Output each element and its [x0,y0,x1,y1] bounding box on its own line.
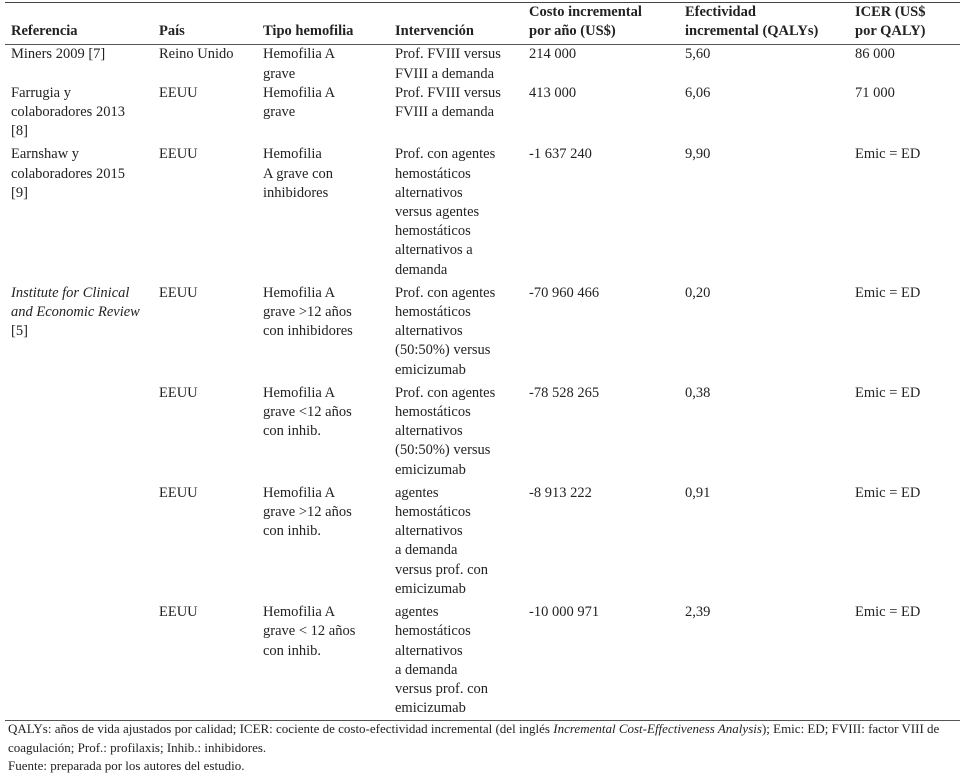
cell-efectividad: 0,20 [685,284,711,301]
note-text-b: ); Emic: ED; FVIII: factor VIII de coagulación; Prof.: profilaxis; Inhib.: inhibidores. [8,721,940,755]
cell-referencia [5,284,153,384]
table-row [5,284,960,384]
cell-costo: -8 913 222 [529,484,592,501]
table-row [5,603,960,721]
source-note: Fuente: preparada por los autores del estudio. [8,758,245,773]
cell-intervencion: agentes hemostáticos alternativos a demanda versus prof. con emicizumab [395,484,489,597]
cell-pais: Reino Unido [159,46,234,63]
cell-referencia: Miners 2009 [7] [11,46,106,63]
cell-tipo: Hemofilia A grave < 12 años con inhib. [257,603,389,721]
table-header-row [5,3,960,45]
cell-efectividad: 9,90 [685,146,711,163]
cell-intervencion: Prof. con agentes hemostáticos alternativos (50:50%) versus emicizumab [395,284,496,378]
cell-referencia: Earnshaw y colaboradores 2015 [9] [11,146,125,201]
cell-intervencion: Prof. con agentes hemostáticos alternativos (50:50%) versus emicizumab [395,384,496,478]
cell-referencia [5,484,153,603]
cell-tipo: Hemofilia A grave <12 años con inhib. [263,384,352,440]
cell-referencia: Farrugia y colaboradores 2013 [8] [11,84,125,140]
cell-pais: EEUU [159,484,198,501]
cell-pais: EEUU [159,146,198,163]
cell-costo: -70 960 466 [529,284,600,301]
note-text-italic: Incremental Cost-Effectiveness Analysis [553,721,762,736]
cell-icer: 71 000 [855,84,895,101]
cell-referencia [5,384,153,484]
reference-italic-text: Institute for Clinical and Economic Review [11,284,140,321]
cell-costo: -10 000 971 [523,603,679,721]
table-row [5,484,960,603]
cell-costo: 214 000 [529,46,577,63]
cell-intervencion: agentes hemostáticos alternativos a demanda versus prof. con emicizumab [389,603,523,721]
cell-costo: -78 528 265 [529,384,600,401]
cell-icer: Emic = ED [855,384,921,401]
cell-tipo: Hemofilia A grave con inhibidores [263,146,334,201]
cell-icer: Emic = ED [855,484,921,501]
cell-tipo: Hemofilia A grave [263,84,336,121]
cell-icer: Emic = ED [849,603,960,721]
header-tipo-hemofilia: Tipo hemofilia [257,3,389,45]
cell-pais: EEUU [159,384,198,401]
cell-tipo: Hemofilia A grave [263,46,336,82]
cell-efectividad: 5,60 [685,46,711,63]
table-row [5,145,960,283]
cell-costo: -1 637 240 [529,146,592,163]
cell-icer: Emic = ED [855,284,921,301]
header-icer: ICER (US$ por QALY) [849,3,960,45]
reference-citation: [5] [11,323,28,340]
table-footnotes [8,720,958,776]
header-pais: País [153,3,257,45]
cell-intervencion: Prof. FVIII versus FVIII a demanda [395,46,501,82]
cell-pais: EEUU [153,603,257,721]
cost-effectiveness-table [5,2,960,721]
cell-referencia [5,603,153,721]
cell-pais: EEUU [159,284,198,301]
table-row [5,84,960,146]
cell-tipo: Hemofilia A grave >12 años con inhibidores [263,284,353,340]
table-row [5,384,960,484]
cell-efectividad: 6,06 [685,84,711,101]
cell-icer: Emic = ED [855,146,921,163]
cell-tipo: Hemofilia A grave >12 años con inhib. [263,484,352,540]
cell-pais: EEUU [159,84,198,101]
cell-intervencion: Prof. con agentes hemostáticos alternativos versus agentes hemostáticos alternativos a demanda [395,146,496,278]
abbreviations-note [8,720,958,757]
cell-efectividad: 0,91 [685,484,711,501]
header-referencia: Referencia [5,3,153,45]
table-row [5,45,960,84]
cell-costo: 413 000 [529,84,577,101]
cell-efectividad: 2,39 [679,603,849,721]
cell-efectividad: 0,38 [685,384,711,401]
header-intervencion: Intervención [389,3,523,45]
note-text-a: QALYs: años de vida ajustados por calidad; ICER: cociente de costo-efectividad incremental (del inglés [8,721,554,736]
header-costo-incremental: Costo incremental por año (US$) [523,3,679,45]
header-efectividad-incremental: Efectividad incremental (QALYs) [679,3,849,45]
cell-icer: 86 000 [855,46,895,63]
cell-intervencion: Prof. FVIII versus FVIII a demanda [395,84,501,121]
